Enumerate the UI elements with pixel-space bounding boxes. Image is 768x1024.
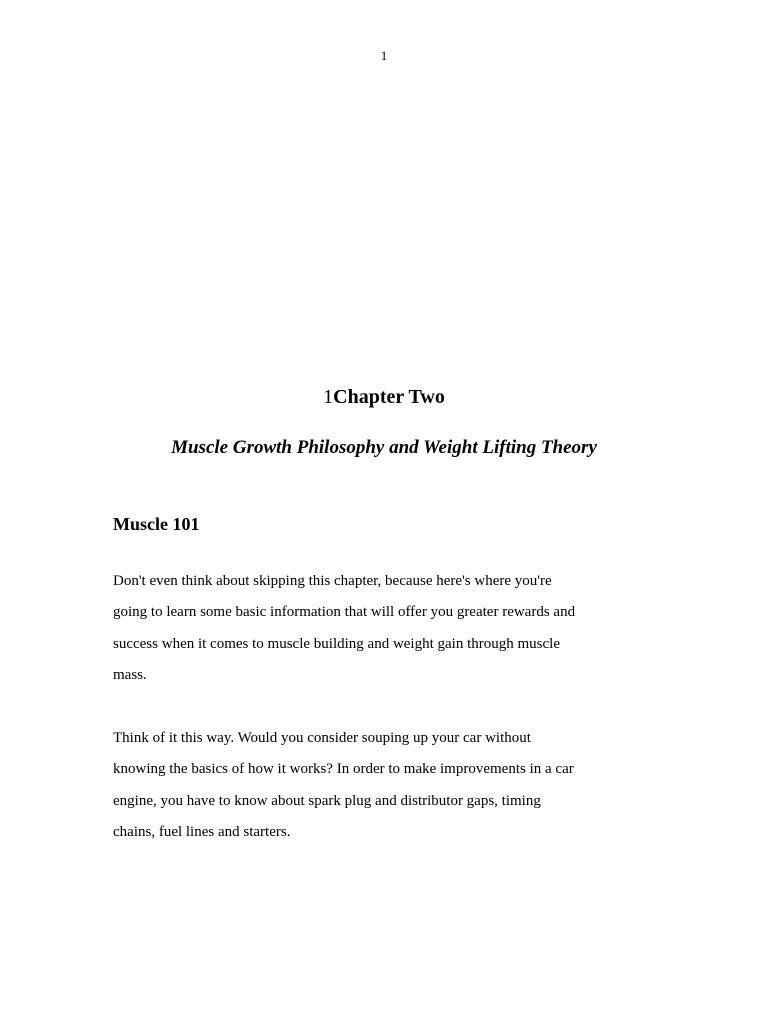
chapter-subtitle: Muscle Growth Philosophy and Weight Lifting Theory (171, 437, 597, 458)
paragraph-line: success when it comes to muscle building and weight gain through muscle (113, 635, 560, 652)
paragraph-line: Don't even think about skipping this chapter, because here's where you're (113, 573, 552, 589)
paragraph-line: knowing the basics of how it works? In order to make improvements in a car (113, 761, 574, 778)
body-paragraph-1 (113, 566, 673, 691)
chapter-title (0, 384, 768, 410)
page-number: 1 (380, 48, 388, 63)
paragraph-line: chains, fuel lines and starters. (113, 823, 291, 840)
paragraph-line: Think of it this way. Would you consider souping up your car without (113, 730, 531, 746)
section-heading: Muscle 101 (113, 514, 200, 534)
paragraph-line: mass. (113, 666, 147, 683)
chapter-title-text: Chapter Two (333, 386, 445, 408)
body-paragraph-2 (113, 723, 673, 848)
paragraph-line: going to learn some basic information that will offer you greater rewards and (113, 604, 576, 621)
chapter-number-prefix: 1 (323, 386, 334, 408)
paragraph-line: engine, you have to know about spark plug and distributor gaps, timing (113, 792, 541, 809)
